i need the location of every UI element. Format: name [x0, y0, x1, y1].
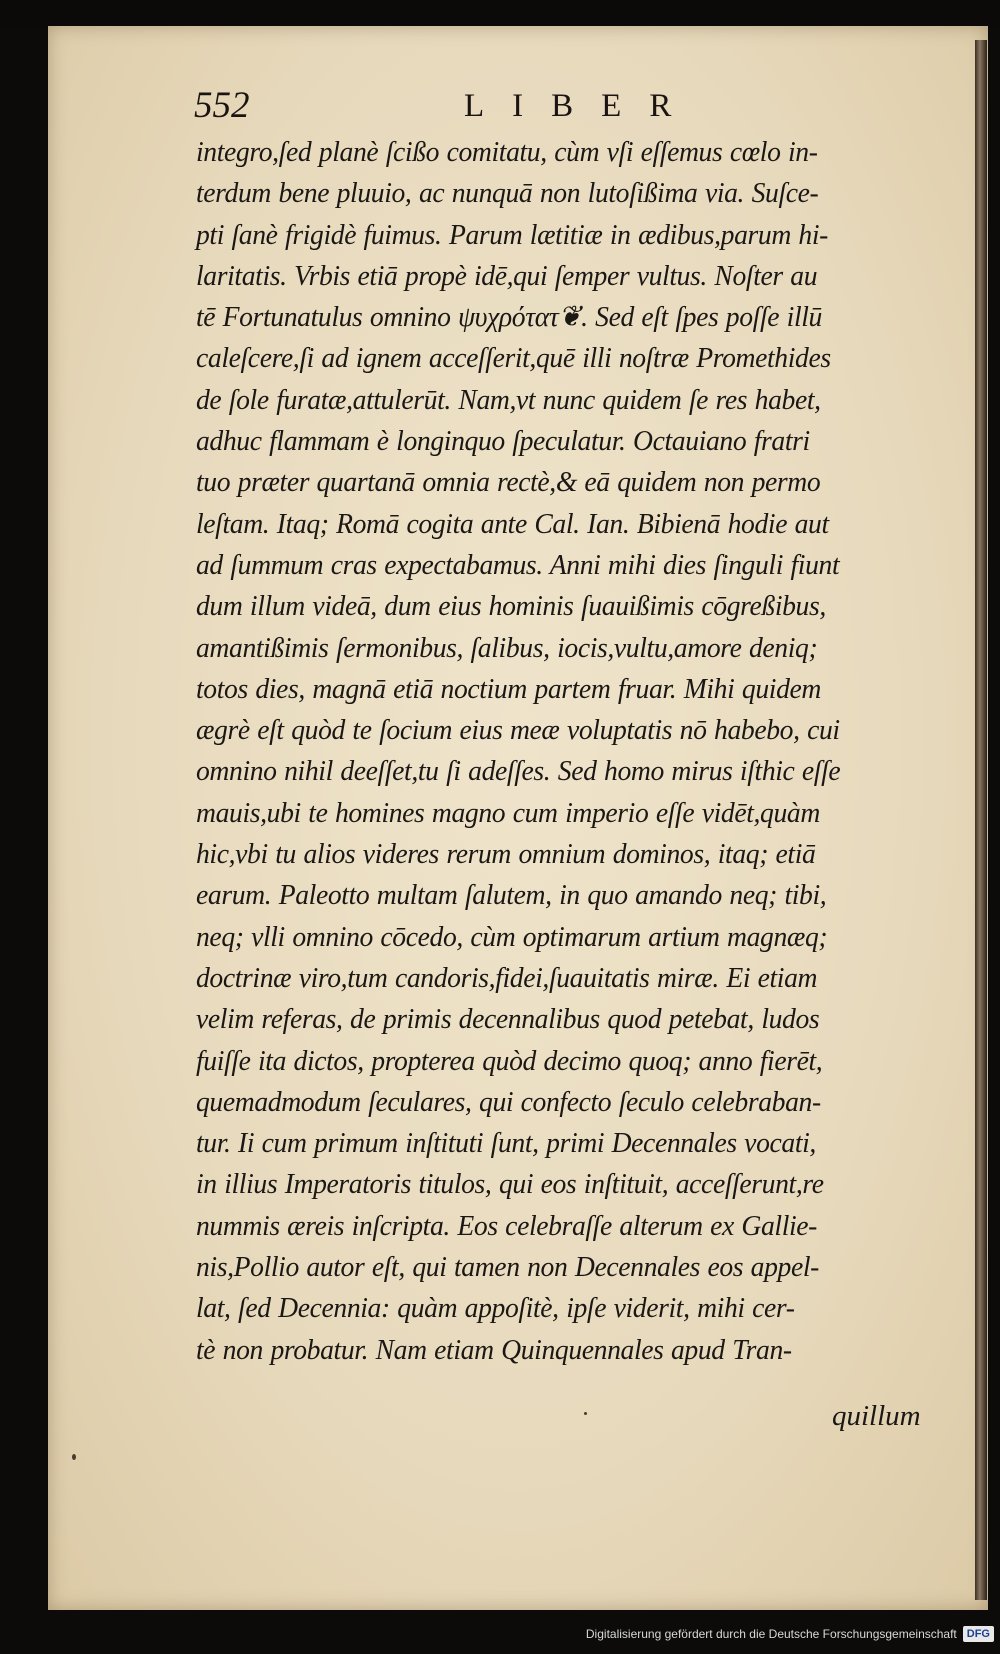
- text-line: leſtam. Itaq; Romā cogita ante Cal. Ian. Bibienā hodie aut: [196, 507, 829, 540]
- text-line: de ſole furatæ,attulerūt. Nam,vt nunc quidem ſe res habet,: [196, 383, 821, 416]
- paper-speck: [72, 1454, 76, 1460]
- scan-border-top: [0, 0, 1000, 28]
- text-line: dum illum videā, dum eius hominis ſuauißimis cōgreßibus,: [196, 590, 826, 623]
- text-line: tur. Ii cum primum inſtituti ſunt, primi Decennales vocati,: [196, 1127, 816, 1160]
- text-line: tè non probatur. Nam etiam Quinquennales apud Tran-: [196, 1333, 792, 1366]
- text-line: fuiſſe ita dictos, propterea quòd decimo quoq; anno fierēt,: [196, 1044, 823, 1077]
- text-line: ad ſummum cras expectabamus. Anni mihi dies ſinguli fiunt: [196, 548, 840, 581]
- text-line: caleſcere,ſi ad ignem acceſſerit,quē illi noſtræ Promethides: [196, 342, 831, 375]
- dfg-logo: DFG: [963, 1626, 994, 1642]
- digitization-footer: [586, 1622, 994, 1646]
- page-header: [194, 84, 900, 134]
- text-line: nummis æreis inſcripta. Eos celebraſſe alterum ex Gallie-: [196, 1209, 818, 1242]
- text-line: terdum bene pluuio, ac nunquā non lutoſißima via. Suſce-: [196, 177, 819, 210]
- text-line: tē Fortunatulus omnino ψυχρότατ❦. Sed eſt ſpes poſſe illū: [196, 301, 822, 334]
- text-line: quemadmodum ſeculares, qui confecto ſeculo celebraban-: [196, 1085, 821, 1118]
- text-line: totos dies, magnā etiā noctium partem fruar. Mihi quidem: [196, 672, 821, 705]
- text-line: nis,Pollio autor eſt, qui tamen non Decennales eos appel-: [196, 1251, 819, 1284]
- text-line: adhuc flammam è longinquo ſpeculatur. Octauiano fratri: [196, 425, 810, 458]
- footer-credit: Digitalisierung gefördert durch die Deutsche Forschungsgemeinschaft: [585, 1627, 957, 1641]
- text-line: pti ſanè frigidè fuimus. Parum lætitiæ in ædibus,parum hi-: [196, 218, 828, 251]
- text-line: hic,vbi tu alios videres rerum omnium dominos, itaq; etiā: [196, 838, 816, 871]
- text-line: mauis,ubi te homines magno cum imperio eſſe vidēt,quàm: [196, 796, 820, 829]
- text-line: integro,ſed planè ſcißo comitatu, cùm vſi eſſemus cœlo in-: [196, 136, 818, 168]
- text-line: velim referas, de primis decennalibus quod petebat, ludos: [196, 1003, 820, 1036]
- page-number: 552: [194, 85, 250, 126]
- catchword: quillum: [832, 1400, 921, 1432]
- page-gutter-edge: [975, 40, 987, 1600]
- paper-speck: [584, 1412, 587, 1415]
- text-line: lat, ſed Decennia: quàm appoſitè, ipſe viderit, mihi cer-: [196, 1292, 795, 1325]
- text-line: laritatis. Vrbis etiā propè idē,qui ſemper vultus. Noſter au: [196, 259, 818, 292]
- text-line: tuo præter quartanā omnia rectè,& eā quidem non permo: [196, 466, 821, 499]
- text-line: earum. Paleotto multam ſalutem, in quo amando neq; tibi,: [196, 879, 827, 912]
- running-head: LIBER: [464, 88, 700, 124]
- text-line: amantißimis ſermonibus, ſalibus, iocis,vultu,amore deniq;: [196, 631, 818, 664]
- text-line: in illius Imperatoris titulos, qui eos inſtituit, acceſſerunt,re: [196, 1168, 824, 1201]
- text-line: doctrinæ viro,tum candoris,fidei,ſuauitatis miræ. Ei etiam: [196, 961, 818, 994]
- text-block: [196, 132, 936, 1371]
- text-line: omnino nihil deeſſet,tu ſi adeſſes. Sed homo mirus iſthic eſſe: [196, 755, 841, 788]
- text-line: ægrè eſt quòd te ſocium eius meæ voluptatis nō habebo, cui: [196, 714, 840, 747]
- text-line: neq; vlli omnino cōcedo, cùm optimarum artium magnæq;: [196, 920, 828, 953]
